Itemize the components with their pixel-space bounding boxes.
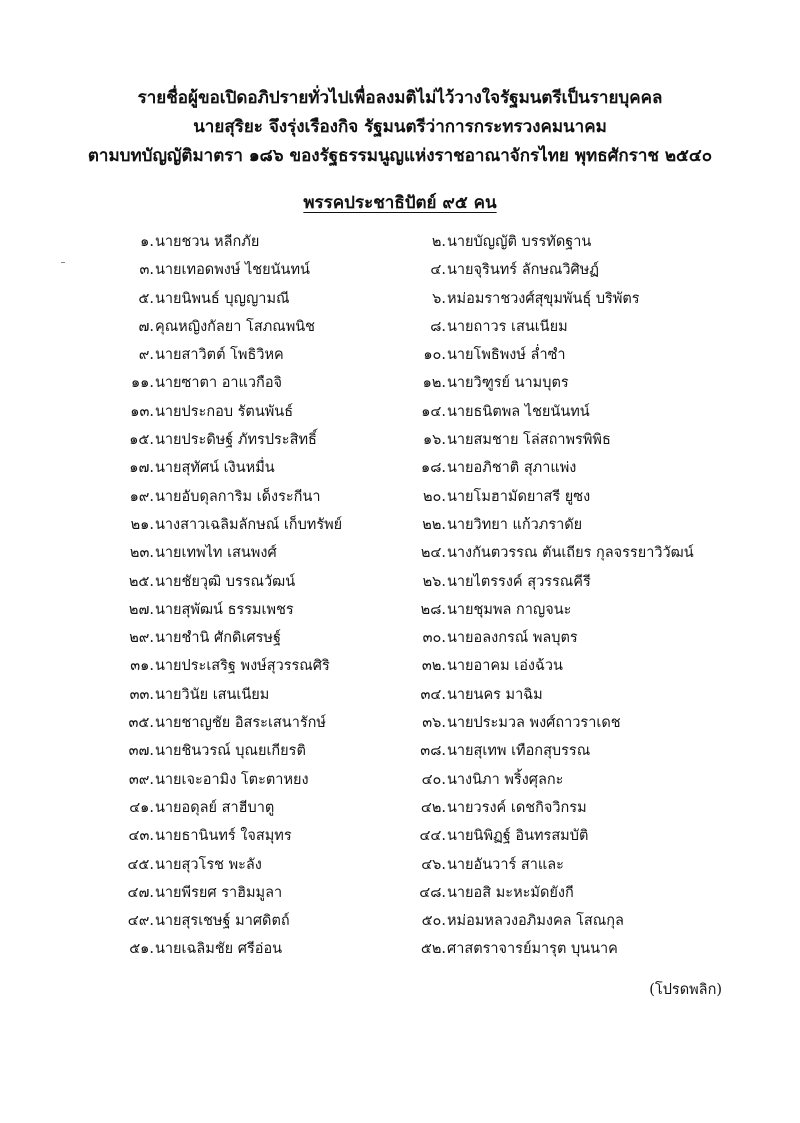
member-name: นายโมฮามัดยาสรี ยูซง [447, 488, 591, 505]
member-number: ๗. [138, 318, 154, 335]
member-number: ๔. [430, 262, 446, 279]
member-entry [384, 939, 618, 959]
member-number: ๔๕. [127, 856, 154, 873]
member-name: นายบัญญัติ บรรทัดฐาน [447, 234, 592, 250]
member-name: นายพีรยศ ราฮิมมูลา [155, 884, 283, 901]
member-entry [100, 883, 282, 903]
member-row [0, 345, 800, 373]
member-name: นายอาคม เอ่งฉ้วน [447, 658, 563, 675]
member-row [0, 402, 800, 430]
member-entry [100, 572, 295, 592]
member-number: ๔๖. [421, 856, 446, 873]
member-number: ๑๘. [421, 460, 446, 477]
member-number: ๔๘. [419, 884, 446, 901]
member-list [0, 232, 800, 968]
member-row [0, 543, 800, 571]
member-name: นายสุเทพ เทือกสุบรรณ [447, 743, 591, 760]
member-entry [384, 289, 640, 309]
member-entry [384, 855, 564, 875]
member-number: ๕. [138, 290, 154, 307]
member-name: นายจุรินทร์ ลักษณวิศิษฏ์ [447, 262, 600, 279]
member-entry [100, 317, 315, 337]
member-name: นายชินวรณ์ บุณยเกียรติ [155, 743, 306, 760]
member-number: ๓๒. [421, 658, 446, 675]
member-name: นายซาตา อาแวกือจิ [155, 375, 283, 392]
member-number: ๒๒. [422, 516, 446, 533]
member-row [0, 260, 800, 288]
member-number: ๑๕. [129, 432, 154, 449]
member-number: ๑๔. [421, 403, 446, 420]
member-entry [100, 232, 259, 252]
member-entry [384, 656, 563, 676]
member-number: ๔๗. [127, 884, 154, 901]
member-number: ๓๖. [422, 715, 446, 732]
member-row [0, 515, 800, 543]
member-number: ๙. [138, 347, 154, 364]
member-entry [384, 911, 624, 931]
member-number: ๒๐. [422, 488, 446, 505]
member-row [0, 685, 800, 713]
member-number: ๒๘. [420, 601, 446, 618]
member-name: นายวรงค์ เดชกิจวิกรม [447, 799, 587, 816]
member-number: ๒. [431, 234, 446, 250]
member-number: ๒๖. [422, 573, 446, 590]
member-row [0, 317, 800, 345]
member-entry [100, 373, 282, 393]
member-entry [100, 798, 274, 818]
member-number: ๔๑. [129, 799, 154, 816]
member-name: นายชัยวุฒิ บรรณวัฒน์ [155, 573, 296, 590]
member-name: นายอสิ มะหะมัดยังกี [447, 884, 574, 901]
member-entry [100, 713, 326, 733]
member-entry [384, 515, 582, 535]
member-number: ๒๕. [128, 573, 154, 590]
member-entry [100, 260, 310, 280]
member-name: นายเทอดพงษ์ ไชยนันทน์ [155, 262, 310, 279]
member-name: คุณหญิงกัลยา โสภณพนิช [155, 318, 316, 335]
member-number: ๑๗. [129, 460, 154, 477]
member-entry [100, 345, 284, 365]
member-name: นายประดิษฐ์ ภัทรประสิทธิ์ [155, 432, 317, 449]
member-entry [100, 628, 281, 648]
member-number: ๓๕. [128, 715, 154, 732]
member-entry [100, 656, 330, 676]
member-entry [384, 458, 576, 478]
member-number: ๑๙. [129, 488, 154, 505]
member-row [0, 713, 800, 741]
member-name: นายวิทยา แก้วภราดัย [447, 516, 583, 533]
member-row [0, 600, 800, 628]
member-number: ๑๑. [130, 375, 154, 392]
member-name: นายอลงกรณ์ พลบุตร [447, 630, 578, 647]
member-number: ๑. [140, 234, 154, 250]
member-row [0, 458, 800, 486]
member-entry [100, 826, 292, 846]
member-name: นายชำนิ ศักดิเศรษฐ์ [155, 630, 281, 647]
member-entry [384, 713, 621, 733]
member-number: ๑๒. [422, 375, 446, 392]
member-entry [384, 628, 578, 648]
member-name: นายประกอบ รัตนพันธ์ [155, 403, 294, 420]
member-name: นางกันตวรรณ ตันเถียร กุลจรรยาวิวัฒน์ [447, 545, 694, 562]
member-row [0, 373, 800, 401]
member-number: ๒๙. [129, 630, 154, 647]
document-title-line3: ตามบทบัญญัติมาตรา ๑๘๖ ของรัฐธรรมนูญแห่งราชอาณาจักรไทย พุทธศักราช ๒๕๔๐ [87, 146, 713, 166]
member-name: นายเทพไท เสนพงศ์ [155, 545, 277, 562]
member-name: นายสมชาย โล่สถาพรพิพิธ [447, 432, 611, 449]
member-entry [100, 515, 342, 535]
member-entry [100, 402, 293, 422]
member-number: ๕๑. [129, 941, 154, 958]
party-heading: พรรคประชาธิปัตย์ ๙๕ คน [303, 193, 497, 213]
member-entry [384, 741, 590, 761]
member-entry [384, 345, 566, 365]
member-number: ๕๒. [420, 941, 446, 958]
member-entry [100, 855, 262, 875]
member-number: ๓๘. [420, 743, 446, 760]
member-number: ๕๐. [421, 913, 446, 930]
member-name: นายประเสริฐ พงษ์สุวรรณศิริ [155, 658, 330, 675]
member-name: นายสาวิตต์ โพธิวิหค [155, 347, 284, 364]
member-number: ๓๔. [420, 686, 446, 703]
member-name: นายธานินทร์ ใจสมุทร [155, 828, 292, 845]
member-number: ๔๙. [127, 913, 154, 930]
member-row [0, 656, 800, 684]
member-entry [100, 543, 277, 563]
member-entry [384, 543, 694, 563]
member-name: นายเฉลิมชัย ศรีอ่อน [155, 941, 283, 958]
member-row [0, 572, 800, 600]
member-number: ๒๗. [128, 601, 154, 618]
member-entry [100, 600, 294, 620]
member-name: นายถาวร เสนเนียม [447, 318, 568, 335]
member-entry [384, 685, 543, 705]
member-row [0, 289, 800, 317]
member-name: นายไตรรงค์ สุวรรณคีรี [447, 573, 591, 590]
member-entry [100, 770, 309, 790]
member-number: ๓๗. [128, 743, 154, 760]
member-row [0, 855, 800, 883]
member-name: นายเจะอามิง โตะตาหยง [155, 771, 309, 788]
member-entry [384, 317, 568, 337]
member-entry [384, 402, 590, 422]
member-number: ๑๖. [422, 432, 446, 449]
member-number: ๓๐. [422, 630, 446, 647]
member-number: ๖. [432, 290, 446, 307]
member-number: ๔๒. [420, 799, 446, 816]
member-number: ๓๓. [129, 686, 154, 703]
member-entry [384, 798, 587, 818]
member-number: ๓. [139, 262, 154, 279]
member-name: นายวิฑูรย์ นามบุตร [447, 375, 569, 392]
member-name: นายนคร มาฉิม [447, 686, 543, 703]
member-name: นางนิภา พริ้งศุลกะ [447, 771, 564, 788]
member-name: นายสุวโรช พะลัง [155, 856, 262, 873]
member-entry [100, 911, 290, 931]
member-entry [384, 826, 588, 846]
member-number: ๓๙. [128, 771, 154, 788]
member-row [0, 883, 800, 911]
member-number: ๒๑. [130, 516, 154, 533]
member-name: นายอันวาร์ สาและ [447, 856, 564, 873]
member-row [0, 628, 800, 656]
member-name: นายนิพิฏฐ์ อินทรสมบัติ [447, 828, 589, 845]
member-name: นายสุรเชษฐ์ มาศดิตถ์ [155, 913, 290, 930]
member-entry [100, 289, 289, 309]
member-number: ๒๔. [420, 545, 446, 562]
member-name: นายชุมพล กาญจนะ [447, 601, 572, 618]
member-entry [384, 232, 591, 252]
member-number: ๘. [430, 318, 446, 335]
member-number: ๑๓. [130, 403, 154, 420]
member-row [0, 232, 800, 260]
member-row [0, 487, 800, 515]
member-number: ๒๓. [129, 545, 154, 562]
member-name: หม่อมราชวงศ์สุขุมพันธุ์ บริพัตร [447, 290, 640, 307]
member-number: ๔๐. [421, 771, 446, 788]
member-entry [100, 741, 306, 761]
member-entry [384, 572, 591, 592]
member-entry [384, 883, 574, 903]
member-name: นายสุทัศน์ เงินหมื่น [155, 460, 275, 477]
document-title-line2: นายสุริยะ จึงรุ่งเรืองกิจ รัฐมนตรีว่าการกระทรวงคมนาคม [193, 117, 607, 137]
member-entry [384, 430, 611, 450]
member-name: นายชาญชัย อิสระเสนารักษ์ [155, 715, 326, 732]
member-name: นายนิพนธ์ บุญญามณี [155, 290, 290, 307]
turn-page-note: (โปรดพลิก) [649, 982, 722, 998]
member-entry [100, 458, 275, 478]
member-name: นายอภิชาติ สุภาแพ่ง [447, 460, 577, 477]
member-entry [100, 685, 269, 705]
member-row [0, 911, 800, 939]
member-number: ๑๐. [423, 347, 446, 364]
member-entry [100, 487, 321, 507]
member-name: นายอดุลย์ สาฮีบาตู [155, 799, 275, 816]
member-name: นายธนิตพล ไชยนันทน์ [447, 403, 590, 420]
member-name: นายประมวล พงศ์ถาวราเดช [447, 715, 621, 732]
member-name: นายชวน หลีกภัย [155, 234, 260, 250]
member-name: นายสุพัฒน์ ธรรมเพชร [155, 601, 294, 618]
member-name: นายอับดุลการิม เด็งระกีนา [155, 488, 321, 505]
member-entry [384, 260, 599, 280]
member-name: นายโพธิพงษ์ ล่ำซำ [447, 347, 566, 364]
member-name: ศาสตราจารย์มารุต บุนนาค [447, 941, 618, 958]
member-row [0, 741, 800, 769]
member-row [0, 826, 800, 854]
member-entry [384, 600, 571, 620]
member-row [0, 798, 800, 826]
member-name: นางสาวเฉลิมลักษณ์ เก็บทรัพย์ [155, 516, 343, 533]
member-row [0, 770, 800, 798]
member-entry [100, 430, 317, 450]
member-entry [100, 939, 282, 959]
member-row [0, 430, 800, 458]
member-entry [384, 770, 563, 790]
document-title-line1: รายชื่อผู้ขอเปิดอภิปรายทั่วไปเพื่อลงมติไม่ไว้วางใจรัฐมนตรีเป็นรายบุคคล [137, 88, 663, 108]
member-number: ๔๔. [419, 828, 446, 845]
member-entry [384, 487, 590, 507]
member-name: นายวินัย เสนเนียม [155, 686, 270, 703]
member-row [0, 939, 800, 967]
member-number: ๔๓. [128, 828, 154, 845]
member-entry [384, 373, 569, 393]
member-number: ๓๑. [130, 658, 154, 675]
member-name: หม่อมหลวงอภิมงคล โสณกุล [447, 913, 624, 930]
